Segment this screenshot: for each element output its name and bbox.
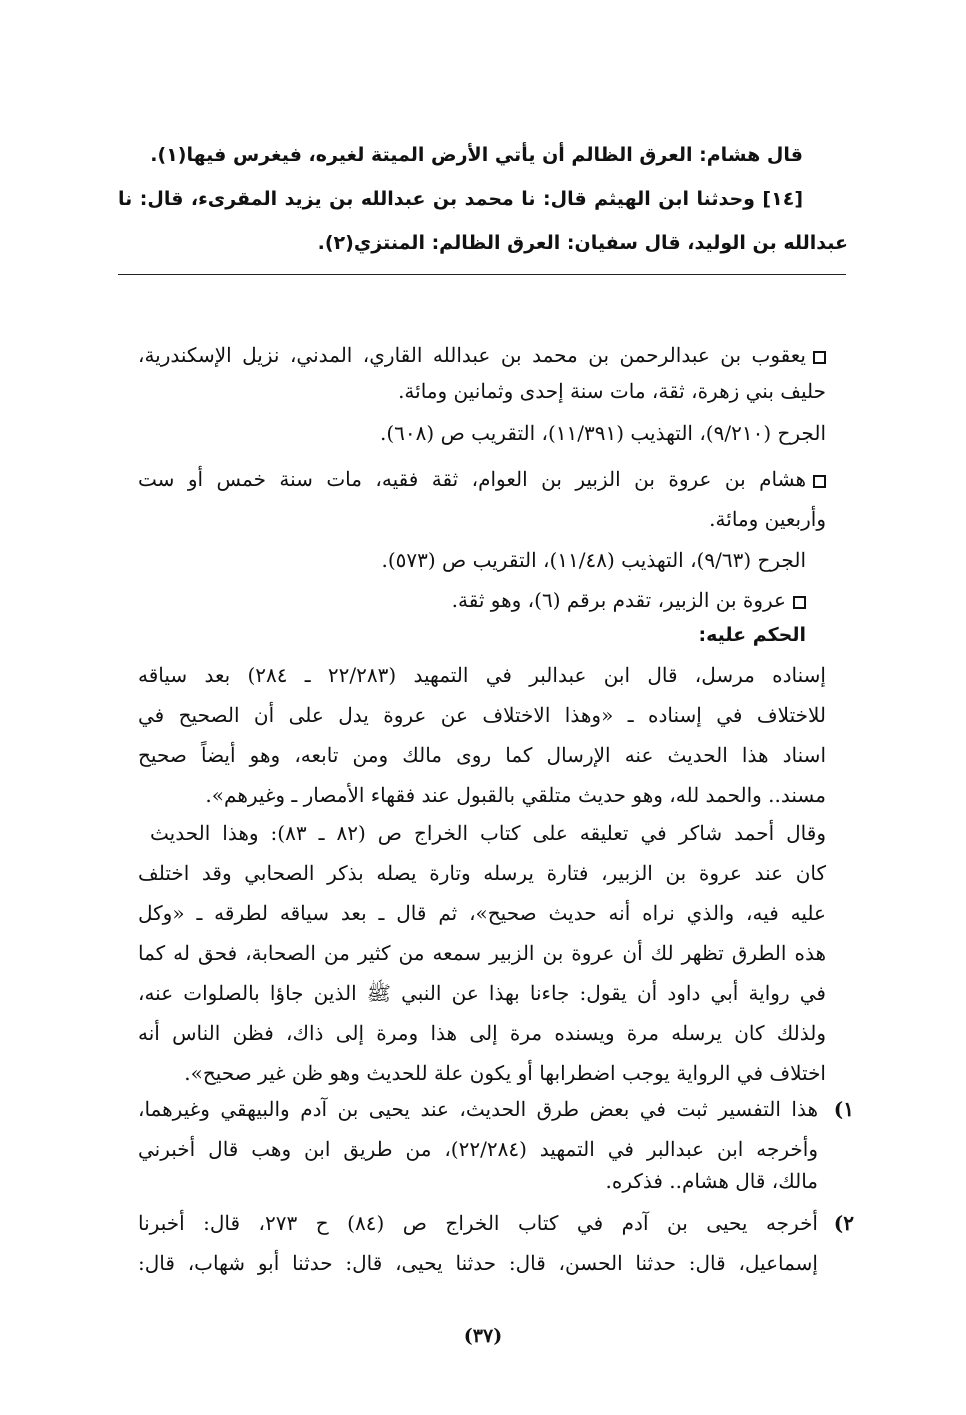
ruling-line: هذه الطرق تظهر لك أن عروة بن الزبير سمعه من كثير من الصحابة، فحق له كما — [138, 941, 826, 965]
footnote-line: وأخرجه ابن عبدالبر في التمهيد (٢٢/٢٨٤)، من طريق ابن وهب قال أخبرني — [138, 1137, 818, 1161]
checkbox-square-icon — [793, 596, 806, 609]
narrator-source: الجرح (٩/٦٣)، التهذيب (١١/٤٨)، التقريب ص (٥٧٣). — [381, 548, 806, 572]
ruling-line: اسناد هذا الحديث عنه الإرسال كما روى مالك ومن تابعه، وهو أيضاً صحيح — [138, 743, 826, 767]
ruling-line: للاختلاف في إسناده ـ «وهذا الاختلاف عن عروة يدل على أن الصحيح في — [138, 703, 826, 727]
narrator-line: هشام بن عروة بن الزبير بن العوام، ثقة فقيه، مات سنة خمس أو ست — [138, 464, 826, 494]
checkbox-square-icon — [813, 351, 826, 364]
footnote-line: إسماعيل، قال: حدثنا الحسن، قال: حدثنا يحيى، قال: حدثنا أبو شهاب، قال: — [138, 1251, 818, 1275]
ruling-line: مسند.. والحمد لله، وهو حديث متلقي بالقبول عند فقهاء الأمصار ـ وغيرهم». — [205, 783, 826, 807]
ruling-line: عليه فيه، والذي نراه أنه حديث صحيح»، ثم قال ـ بعد سياقه لطرقه ـ «وكل — [138, 901, 826, 925]
ruling-line: اختلاف في الرواية يوجب اضطرابها أو يكون علة للحديث وهو ظن غير صحيح». — [184, 1061, 826, 1085]
main-text-line: [١٤] وحدثنا ابن الهيثم قال: نا محمد بن عبدالله بن يزيد المقرىء، قال: نا — [118, 188, 803, 210]
main-text-line: قال هشام: العرق الظالم أن يأتي الأرض الميتة لغيره، فيغرس فيها(١). — [150, 144, 803, 166]
checkbox-square-icon — [813, 475, 826, 488]
separator-rule — [118, 274, 846, 275]
ruling-heading: الحكم عليه: — [698, 624, 806, 646]
footnote-line: مالك، قال هشام.. فذكره. — [605, 1169, 818, 1193]
narrator-line: عروة بن الزبير، تقدم برقم (٦)، وهو ثقة. — [452, 585, 806, 615]
narrator-source: الجرح (٩/٢١٠)، التهذيب (١١/٣٩١)، التقريب ص (٦٠٨). — [380, 421, 826, 445]
narrator-line: حليف بني زهرة، ثقة، مات سنة إحدى وثمانين ومائة. — [398, 379, 826, 403]
footnote-number: ٢) — [833, 1211, 854, 1235]
page-number: (٣٧) — [463, 1325, 503, 1347]
narrator-line: وأربعين ومائة. — [709, 507, 826, 531]
footnote-number: ١) — [833, 1097, 854, 1121]
footnote-line: أخرجه يحيى بن آدم في كتاب الخراج ص (٨٤) ح ٢٧٣، قال: أخبرنا — [138, 1211, 818, 1235]
ruling-line: إسناده مرسل، قال ابن عبدالبر في التمهيد (٢٢/٢٨٣ ـ ٢٨٤) بعد سياقه — [138, 663, 826, 687]
narrator-line: يعقوب بن عبدالرحمن بن محمد بن عبدالله القاري، المدني، نزيل الإسكندرية، — [138, 340, 826, 370]
main-text-line: عبدالله بن الوليد، قال سفيان: العرق الظالم: المنتزي(٢). — [317, 232, 848, 254]
ruling-line: ولذلك كان يرسله مرة ويسنده مرة إلى هذا ومرة إلى ذاك، فظن الناس أنه — [138, 1021, 826, 1045]
ruling-line: في رواية أبي داود أن يقول: جاءنا بهذا عن النبي ﷺ الذين جاؤا بالصلوات عنه، — [138, 981, 826, 1005]
ruling-line: كان عند عروة بن الزبير، فتارة يرسله وتارة يصله بذكر الصحابي وقد اختلف — [138, 861, 826, 885]
ruling-line: وقال أحمد شاكر في تعليقه على كتاب الخراج ص (٨٢ ـ ٨٣): وهذا الحديث — [150, 821, 826, 845]
footnote-line: هذا التفسير ثبت في بعض طرق الحديث، عند يحيى بن آدم والبيهقي وغيرهما، — [138, 1097, 818, 1121]
